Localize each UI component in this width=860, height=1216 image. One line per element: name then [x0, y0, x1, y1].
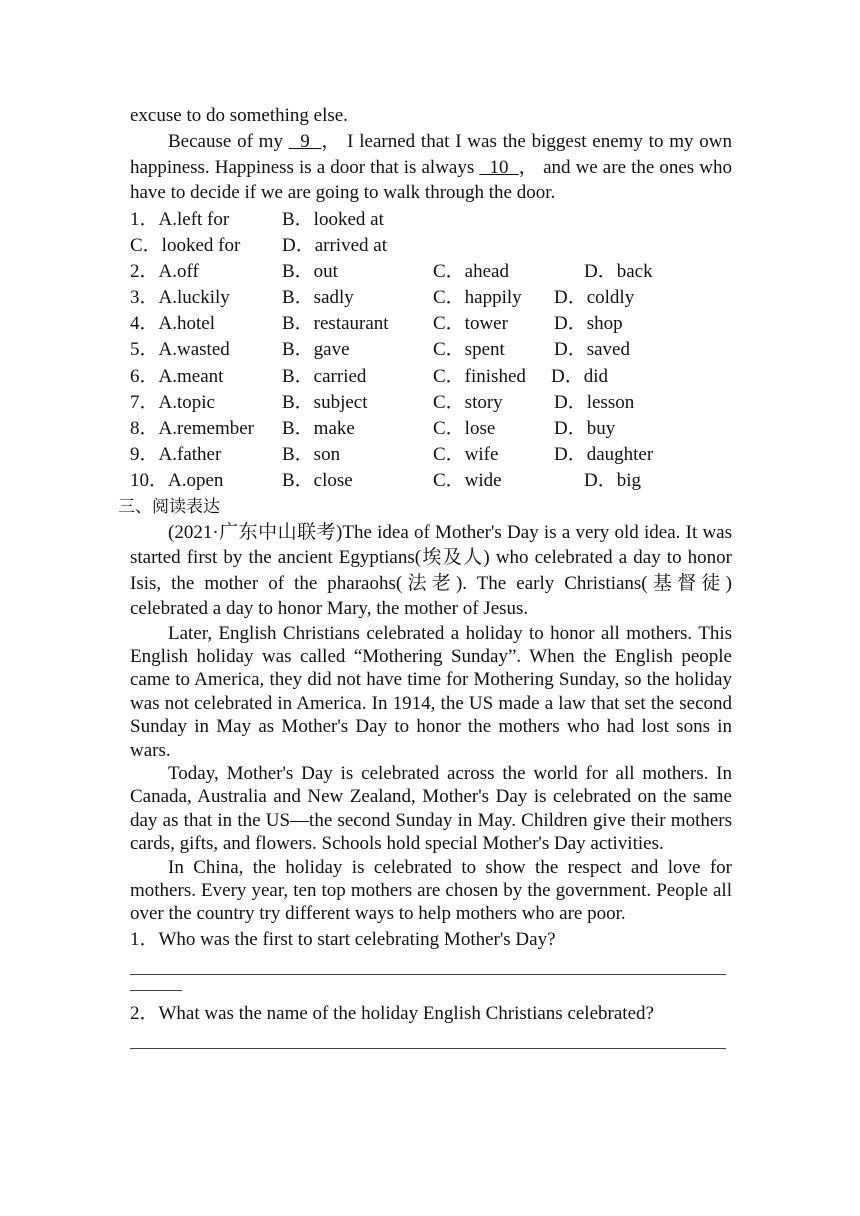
option-a: A.remember	[158, 418, 254, 439]
option-row	[130, 416, 732, 442]
option-b: B．restaurant	[282, 313, 389, 335]
passage-line: excuse to do something else.	[130, 105, 348, 126]
option-a: A.wasted	[158, 339, 230, 361]
question-number: 6．	[130, 365, 159, 387]
option-row	[130, 337, 732, 363]
reading-paragraph-2: Later, English Christians celebrated a holiday to honor all mothers. This English holiday was called “Mothering Sunday”. When the English people came to America, they did not have time for Mothering Sunday, so the holiday was not celebrated in America. In 1914, the US made a law that set the second Sunday in May as Mother's Day to honor the mothers who had lost sons in wars.	[130, 622, 732, 761]
questions	[130, 927, 732, 1049]
option-row	[130, 259, 732, 285]
option-b: B．sadly	[282, 287, 354, 309]
reading-paragraph-4: In China, the holiday is celebrated to show the respect and love for mothers. Every year, ten top mothers are chosen by the government. People all over the country try different ways to help mothers who are poor.	[130, 856, 732, 925]
option-c: C．looked for	[130, 234, 241, 256]
blank-10: 10	[479, 156, 519, 178]
question-number: 9．	[130, 444, 159, 466]
option-row	[130, 468, 732, 494]
option-b: B．subject	[282, 391, 368, 413]
question-number: 2．	[130, 260, 159, 282]
option-c: C．lose	[433, 418, 496, 439]
option-a: A.father	[158, 444, 222, 466]
options-list	[130, 207, 732, 495]
reading-paragraph-1: (2021·广东中山联考)The idea of Mother's Day is a very old idea. It was started first by the ancient Egyptians(埃及人) who celebrated a day to honor Isis, the mother of the pharaohs(法老). The early Christians(基督徒) celebrated a day to honor Mary, the mother of Jesus.	[130, 521, 732, 620]
option-a: A.left for	[158, 208, 230, 230]
option-b: B．close	[282, 470, 353, 492]
option-c: C．happily	[433, 287, 522, 309]
option-row	[130, 285, 732, 311]
option-row	[130, 311, 732, 337]
answer-line-2[interactable]	[130, 1026, 726, 1049]
passage-text: Because of my	[168, 131, 289, 152]
question-number: 1．	[130, 208, 159, 230]
option-c: C．spent	[433, 339, 505, 361]
option-c: C．ahead	[433, 260, 509, 282]
option-d: D．shop	[554, 313, 623, 335]
answer-line-1-continuation[interactable]	[130, 975, 182, 991]
option-a: A.luckily	[158, 287, 230, 309]
question-number: 8．	[130, 418, 159, 439]
option-c: C．wide	[433, 470, 502, 492]
option-b: B．out	[282, 260, 338, 282]
passage-text: ， I learned that I was the biggest enemy to my own happiness. Happiness is a door that is always	[130, 131, 733, 178]
option-c: C．wife	[433, 444, 499, 466]
option-d: D．coldly	[554, 287, 635, 309]
option-a: A.hotel	[158, 313, 215, 335]
option-d: D．daughter	[554, 444, 654, 466]
passage-text: ， and we are the ones who have to decide if we are going to walk through the door.	[130, 156, 733, 203]
question-number: 5．	[130, 339, 159, 361]
document-page	[118, 103, 733, 1049]
answer-line-1[interactable]	[130, 952, 726, 975]
option-c: C．tower	[433, 313, 508, 335]
option-row	[130, 233, 732, 259]
question-2: 2．What was the name of the holiday English Christians celebrated?	[130, 1002, 654, 1024]
option-c: C．story	[433, 391, 503, 413]
option-b: B．looked at	[282, 208, 384, 230]
option-row	[130, 442, 732, 468]
option-d: D．did	[551, 365, 609, 387]
option-b: B．son	[282, 444, 341, 466]
option-a: A.meant	[158, 365, 224, 387]
question-number: 4．	[130, 313, 159, 335]
reading-paragraph-3: Today, Mother's Day is celebrated across the world for all mothers. In Canada, Australia and New Zealand, Mother's Day is celebrated on the same day as that in the US—the second Sunday in May. Children give their mothers cards, gifts, and flowers. Schools hold special Mother's Day activities.	[130, 763, 732, 855]
option-a: A.open	[168, 470, 224, 492]
option-b: B．carried	[282, 365, 367, 387]
passage-paragraph	[130, 129, 732, 206]
question-1: 1．Who was the first to start celebrating Mother's Day?	[130, 928, 556, 950]
option-b: B．gave	[282, 339, 350, 361]
option-row	[130, 364, 732, 390]
section-title: 三、阅读表达	[118, 496, 220, 517]
question-number: 10．	[130, 470, 169, 492]
option-d: D．back	[584, 260, 653, 282]
option-d: D．buy	[554, 418, 616, 439]
option-a: A.topic	[158, 391, 215, 413]
option-row	[130, 390, 732, 416]
option-c: C．finished	[433, 365, 526, 387]
option-d: D．big	[584, 470, 642, 492]
option-d: D．lesson	[554, 391, 635, 413]
option-a: A.off	[158, 260, 199, 282]
question-number: 3．	[130, 287, 159, 309]
option-d: D．arrived at	[282, 234, 387, 256]
blank-9: 9	[288, 131, 322, 152]
option-d: D．saved	[554, 339, 630, 361]
question-number: 7．	[130, 391, 159, 413]
option-b: B．make	[282, 418, 355, 439]
option-row	[130, 207, 732, 233]
